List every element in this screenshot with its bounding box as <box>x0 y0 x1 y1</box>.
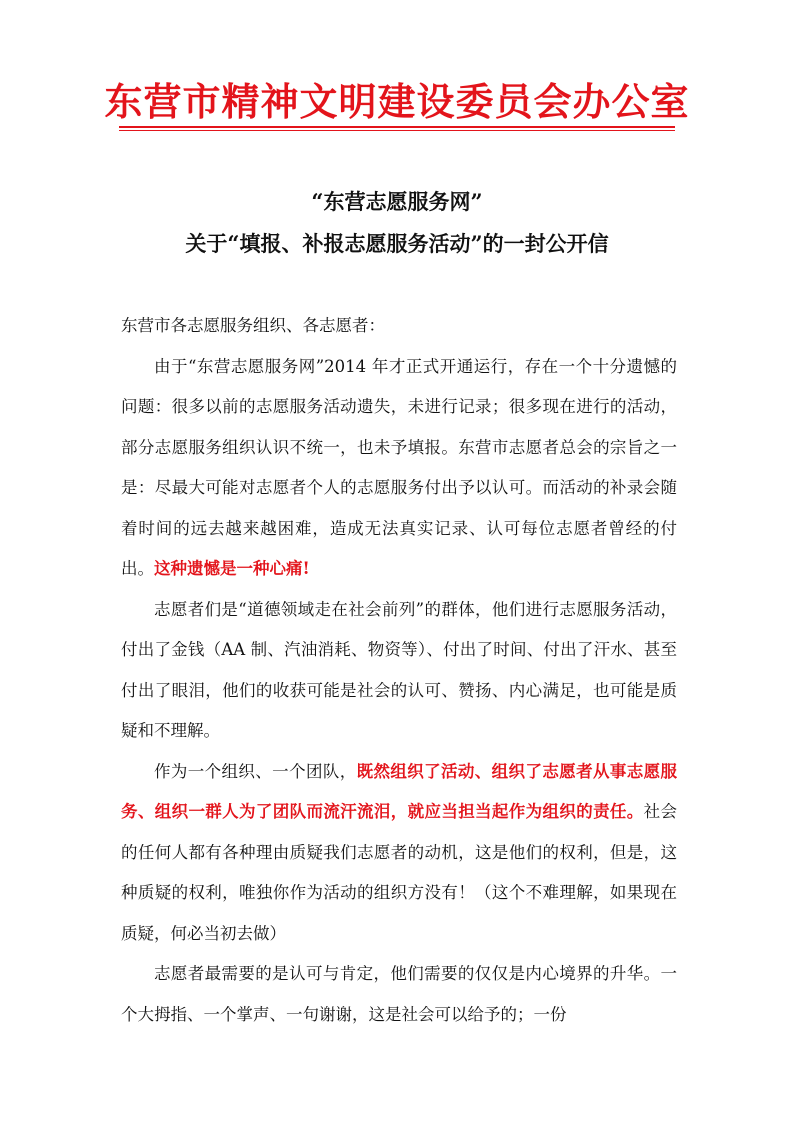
paragraph-3-emphasis: 既然组织了活动、组织了志愿者从事志愿服务、组织一群人为了团队而流汗流泪，就应当担当起作为组织的责任。 <box>121 761 678 821</box>
paragraph-4: 志愿者最需要的是认可与肯定，他们需要的仅仅是内心境界的升华。一个大拇指、一个掌声、一句谢谢，这是社会可以给予的；一份 <box>121 964 677 1024</box>
paragraph-1-emphasis: 这种遗憾是一种心痛! <box>154 559 310 578</box>
paragraph-1 <box>121 347 677 590</box>
document-title-line-1: “东营志愿服务网” <box>311 189 483 214</box>
document-title-line-2: 关于“填报、补报志愿服务活动”的一封公开信 <box>185 231 609 256</box>
paragraph-1-text: 由于“东营志愿服务网”2014 年才正式开通运行，存在一个十分遗憾的问题：很多以前的志愿服务活动遗失，未进行记录；很多现在进行的活动，部分志愿服务组织认识不统一，也未予填报。东营市志愿者总会的宗旨之一是：尽最大可能对志愿者个人的志愿服务付出予以认可。而活动的补录会随着时间的远去越来越困难，造成无法真实记录、认可每位志愿者曾经的付出。 <box>121 356 677 578</box>
letterhead-rule-thick <box>119 126 675 128</box>
letterhead-title: 东营市精神文明建设委员会办公室 <box>104 79 690 124</box>
salutation: 东营市各志愿服务组织、各志愿者： <box>121 316 385 335</box>
paragraph-3-rest: 社会的任何人都有各种理由质疑我们志愿者的动机，这是他们的权利，但是，这种质疑的权利，唯独你作为活动的组织方没有！（这个不难理解，如果现在质疑，何必当初去做） <box>121 802 677 943</box>
letter-body <box>121 306 677 1035</box>
paragraph-2: 志愿者们是“道德领域走在社会前列”的群体，他们进行志愿服务活动，付出了金钱（AA 制、汽油消耗、物资等）、付出了时间、付出了汗水、甚至付出了眼泪，他们的收获可能是社会的认可、赞扬、内心满足，也可能是质疑和不理解。 <box>121 599 677 740</box>
paragraph-3-lead: 作为一个组织、一个团队， <box>154 761 357 781</box>
letterhead-rule-thin <box>119 130 675 131</box>
paragraph-3 <box>121 752 677 955</box>
